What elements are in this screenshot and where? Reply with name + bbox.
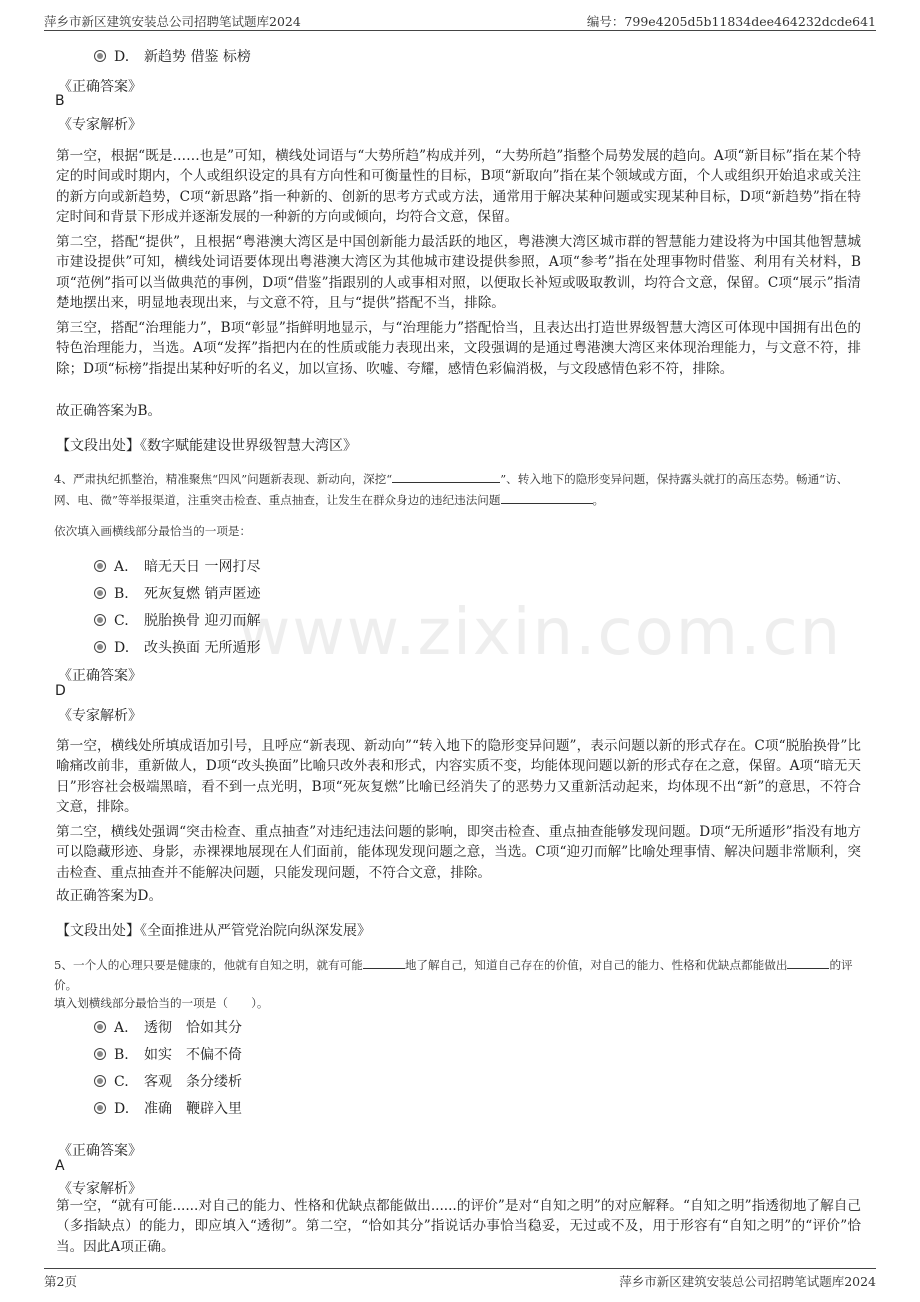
q4-option-a[interactable] [94, 556, 260, 576]
q5-option-b[interactable] [94, 1044, 242, 1064]
option-text: 脱胎换骨 迎刃而解 [144, 613, 261, 629]
q5-instruction: 填入划横线部分最恰当的一项是（ ）。 [54, 996, 269, 1010]
radio-icon[interactable] [94, 1075, 106, 1087]
option-text: 准确 鞭辟入里 [144, 1101, 242, 1117]
footer-page-number: 第2页 [44, 1274, 77, 1289]
q3-answer: B [55, 93, 65, 109]
option-key: A. [114, 559, 129, 575]
q3-source: 【文段出处】《数字赋能建设世界级智慧大湾区》 [56, 438, 357, 454]
radio-icon[interactable] [94, 1021, 106, 1033]
q4-blank-1 [392, 468, 500, 483]
q4-stem-part-c: 。 [592, 493, 605, 507]
q4-answer-label: 《正确答案》 [58, 668, 142, 684]
option-key: D. [114, 49, 130, 65]
q5-stem [54, 954, 866, 995]
q5-stem-part-a: 5、一个人的心理只要是健康的，他就有自知之明，就有可能 [54, 958, 363, 972]
option-key: B. [114, 1047, 129, 1063]
option-text: 新趋势 借鉴 标榜 [144, 49, 251, 65]
q4-instruction: 依次填入画横线部分最恰当的一项是： [54, 524, 252, 538]
q5-blank-1 [363, 954, 405, 969]
radio-icon[interactable] [94, 1102, 106, 1114]
q4-source: 【文段出处】《全面推进从严管党治院向纵深发展》 [56, 923, 371, 939]
footer-title: 萍乡市新区建筑安装总公司招聘笔试题库2024 [619, 1274, 876, 1289]
q4-blank-2 [501, 489, 593, 504]
q3-option-d[interactable] [94, 46, 251, 66]
q3-analysis-paragraph-3: 第三空，搭配“治理能力”，B项“彰显”指鲜明地显示，与“治理能力”搭配恰当，且表达出打造世界级智慧大湾区可体现中国拥有出色的特色治理能力，当选。A项“发挥”指把内在的性质或能力表现出来，文段强调的是通过粤港澳大湾区来体现治理能力，与文意不符，排除；D项“标榜”指提出某种好听的名义，加以宣扬、吹嘘、夸耀，感情色彩偏消极，与文段感情色彩不符，排除。 [56, 320, 861, 377]
radio-icon[interactable] [94, 587, 106, 599]
q3-conclusion: 故正确答案为B。 [56, 403, 162, 419]
option-text: 透彻 恰如其分 [144, 1020, 242, 1036]
q5-option-d[interactable] [94, 1098, 242, 1118]
radio-icon[interactable] [94, 50, 106, 62]
q4-stem [54, 468, 866, 510]
header-title: 萍乡市新区建筑安装总公司招聘笔试题库2024 [44, 14, 301, 29]
radio-icon[interactable] [94, 560, 106, 572]
q4-option-d[interactable] [94, 637, 260, 657]
q4-analysis-paragraph-2: 第二空，横线处强调“突击检查、重点抽查”对违纪违法问题的影响，即突击检查、重点抽查能够发现问题。D项“无所遁形”指没有地方可以隐藏形迹、身影，赤裸裸地展现在人们面前，能体现发现问题之意，当选。C项“迎刃而解”比喻处理事情、解决问题非常顺利，突击检查、重点抽查并不能解决问题，只能发现问题，不符合文意，排除。 [56, 824, 861, 881]
q4-option-b[interactable] [94, 583, 260, 603]
radio-icon[interactable] [94, 614, 106, 626]
radio-icon[interactable] [94, 641, 106, 653]
q5-option-a[interactable] [94, 1017, 242, 1037]
q4-option-c[interactable] [94, 610, 260, 630]
q5-stem-part-b: 地了解自己，知道自己存在的价值，对自己的能力、性格和优缺点都能做出 [404, 958, 788, 972]
q5-option-c[interactable] [94, 1071, 242, 1091]
option-text: 暗无天日 一网打尽 [144, 559, 261, 575]
q3-analysis-paragraph-1: 第一空，根据“既是……也是”可知，横线处词语与“大势所趋”构成并列，“大势所趋”指整个局势发展的趋向。A项“新目标”指在某个特定的时间或时期内，个人或组织设定的具有方向性和可衡量性的目标，B项“新取向”指在某个领域或方面，个人或组织开始追求或关注的新方向或新趋势，C项“新思路”指一种新的、创新的思考方式或方法，通常用于解决某种问题或实现某种目标，D项“新趋势”指在特定时间和背景下形成并逐渐发展的一种新的方向或倾向，均符合文意，保留。 [56, 148, 861, 225]
q5-analysis-paragraph: 第一空，“就有可能......对自己的能力、性格和优缺点都能做出......的评价”是对“自知之明”的对应解释。“自知之明”指透彻地了解自己（多指缺点）的能力，即应填入“透彻”。第二空，“恰如其分”指说话办事恰当稳妥，无过或不及，用于形容有“自知之明”的“评价”恰当。因此A项正确。 [56, 1198, 861, 1255]
option-key: D. [114, 1101, 130, 1117]
option-key: C. [114, 1074, 129, 1090]
option-key: D. [114, 640, 130, 656]
radio-icon[interactable] [94, 1048, 106, 1060]
q5-stem-part-c: 的评价。 [54, 958, 853, 992]
page-footer [44, 1268, 876, 1291]
watermark: www.zixin.com.cn [238, 596, 843, 670]
option-text: 死灰复燃 销声匿迹 [144, 586, 261, 602]
q5-blank-2 [787, 954, 829, 969]
option-key: A. [114, 1020, 129, 1036]
option-text: 改头换面 无所遁形 [144, 640, 261, 656]
q5-answer-label: 《正确答案》 [58, 1143, 142, 1159]
option-key: B. [114, 586, 129, 602]
q4-analysis-paragraph-1: 第一空，横线处所填成语加引号，且呼应“新表现、新动向”“转入地下的隐形变异问题”，表示问题以新的形式存在。C项“脱胎换骨”比喻痛改前非，重新做人，D项“改头换面”比喻只改外表和形式，内容实质不变，均能体现问题以新的形式存在之意，保留。A项“暗无天日”形容社会极端黑暗，看不到一点光明，B项“死灰复燃”比喻已经消失了的恶势力又重新活动起来，均体现不出“新”的意思，不符合文意，排除。 [56, 738, 861, 815]
option-text: 如实 不偏不倚 [144, 1047, 242, 1063]
q3-analysis-paragraph-2: 第二空，搭配“提供”，且根据“粤港澳大湾区是中国创新能力最活跃的地区，粤港澳大湾区城市群的智慧能力建设将为中国其他智慧城市建设提供”可知，横线处词语要体现出粤港澳大湾区为其他城市建设提供参照，A项“参考”指在处理事物时借鉴、利用有关材料，B项“范例”指可以当做典范的事例，D项“借鉴”指跟别的人或事相对照，以便取长补短或吸取教训，均符合文意，保留。C项“展示”指清楚地摆出来，明显地表现出来，与文意不符，且与“提供”搭配不当，排除。 [56, 234, 861, 311]
q4-conclusion: 故正确答案为D。 [56, 888, 163, 904]
option-text: 客观 条分缕析 [144, 1074, 242, 1090]
q4-answer: D [55, 683, 66, 699]
page-header [44, 10, 876, 31]
q5-analysis-label: 《专家解析》 [58, 1181, 142, 1197]
q4-stem-part-a: 4、严肃执纪抓整治，精准聚焦“四风”问题新表现、新动向，深挖“ [54, 472, 393, 486]
option-key: C. [114, 613, 129, 629]
header-code: 编号：799e4205d5b11834dee464232dcde641 [586, 14, 876, 29]
q4-stem-part-b: ”、转入地下的隐形变异问题，保持露头就打的高压态势。畅通“访、网、电、微”等举报渠道，注重突击检查、重点抽查，让发生在群众身边的违纪违法问题 [54, 472, 849, 507]
q5-answer: A [55, 1158, 65, 1174]
q3-answer-label: 《正确答案》 [58, 79, 142, 95]
q4-analysis-label: 《专家解析》 [58, 708, 142, 724]
q3-analysis-label: 《专家解析》 [58, 117, 142, 133]
